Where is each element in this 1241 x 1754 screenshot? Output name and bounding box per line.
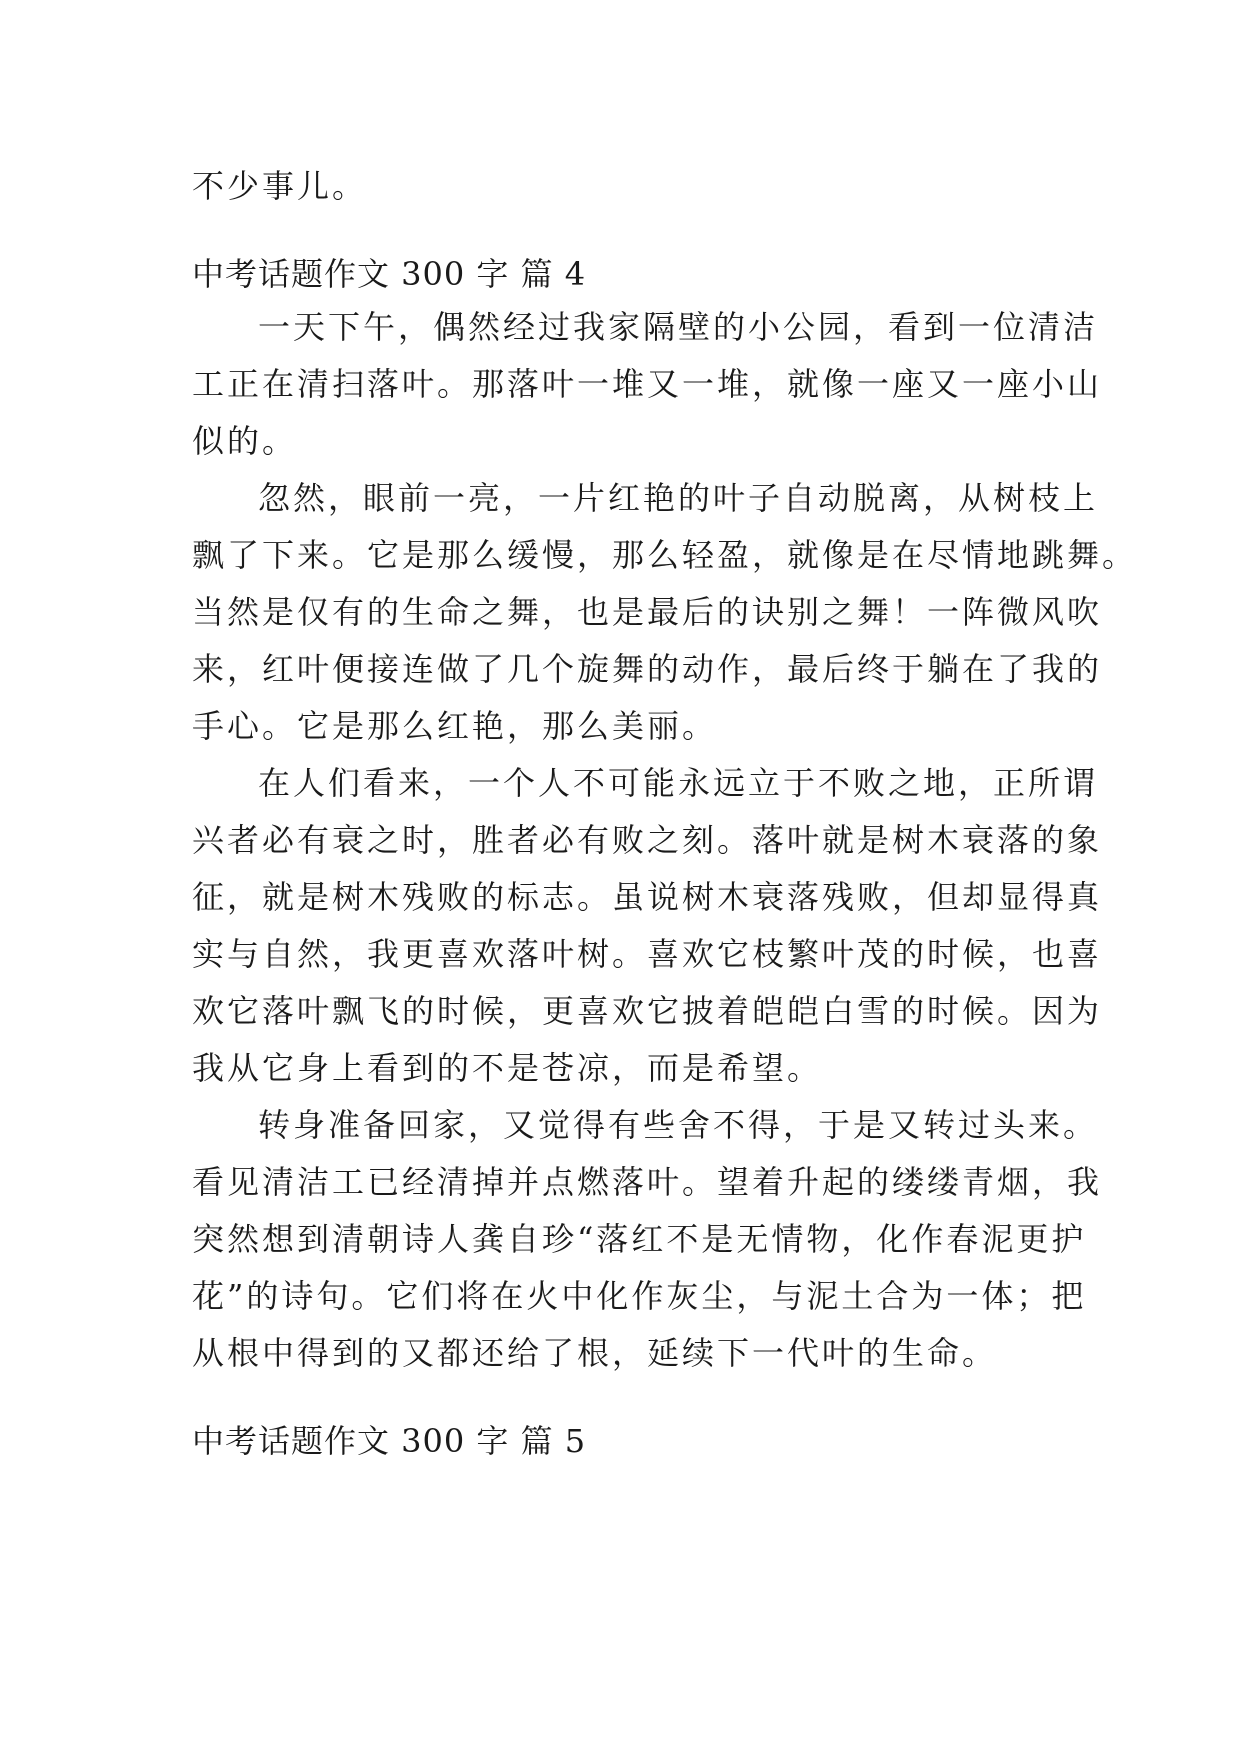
text-line: 突然想到清朝诗人龚自珍“落红不是无情物，化作春泥更护 [192,1220,1087,1258]
text-line: 在人们看来，一个人不可能永远立于不败之地，正所谓 [258,764,1099,802]
text-line: 兴者必有衰之时，胜者必有败之刻。落叶就是树木衰落的象 [192,821,1103,859]
text-line: 从根中得到的又都还给了根，延续下一代叶的生命。 [192,1334,998,1372]
text-line: 一天下午，偶然经过我家隔壁的小公园，看到一位清洁 [258,308,1099,346]
text-line: 看见清洁工已经清掉并点燃落叶。望着升起的缕缕青烟，我 [192,1163,1103,1201]
text-line: 手心。它是那么红艳，那么美丽。 [192,707,718,745]
text-line: 欢它落叶飘飞的时候，更喜欢它披着皑皑白雪的时候。因为 [192,992,1103,1030]
text-line: 当然是仅有的生命之舞，也是最后的诀别之舞！一阵微风吹 [192,593,1103,631]
text-line: 花”的诗句。它们将在火中化作灰尘，与泥土合为一体；把 [192,1277,1087,1315]
text-line: 忽然，眼前一亮，一片红艳的叶子自动脱离，从树枝上 [258,479,1099,517]
text-line: 工正在清扫落叶。那落叶一堆又一堆，就像一座又一座小山 [192,365,1103,403]
section-heading: 中考话题作文 300 字 篇 4 [192,255,587,293]
text-line: 转身准备回家，又觉得有些舍不得，于是又转过头来。 [258,1106,1099,1144]
text-line: 我从它身上看到的不是苍凉，而是希望。 [192,1049,823,1087]
text-line: 不少事儿。 [192,167,368,205]
section-heading: 中考话题作文 300 字 篇 5 [192,1422,587,1460]
text-line: 飘了下来。它是那么缓慢，那么轻盈，就像是在尽情地跳舞。 [192,536,1138,574]
text-line: 来，红叶便接连做了几个旋舞的动作，最后终于躺在了我的 [192,650,1103,688]
text-line: 征，就是树木残败的标志。虽说树木衰落残败，但却显得真 [192,878,1103,916]
text-line: 实与自然，我更喜欢落叶树。喜欢它枝繁叶茂的时候，也喜 [192,935,1103,973]
text-line: 似的。 [192,422,298,460]
